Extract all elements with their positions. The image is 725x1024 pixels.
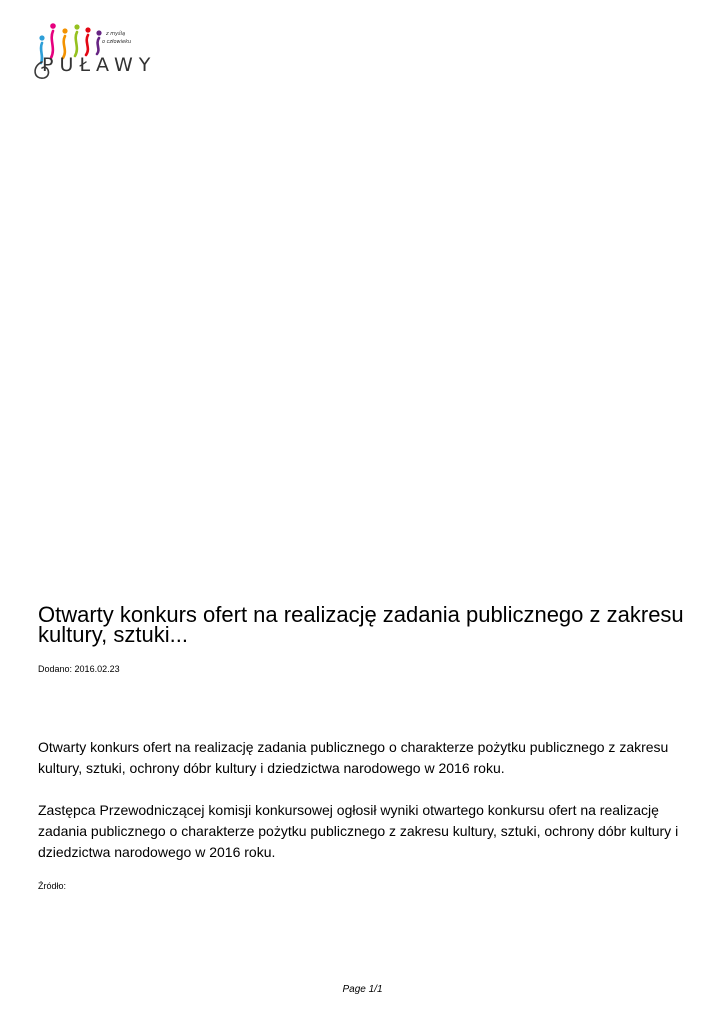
logo-name: PUŁAWY [42,54,157,76]
article-title: Otwarty konkurs ofert na realizację zadania publicznego z zakresu kultury, sztuki... [38,602,684,647]
article-paragraph-2: Zastępca Przewodniczącej komisji konkursowej ogłosił wyniki otwartego konkursu ofert na realizację zadania publicznego o charakterze pożytku publicznego z zakresu kultury, sztuki, ochrony dóbr kultury i dziedzictwa narodowego w 2016 roku. [38,802,679,860]
page-number: Page 1/1 [342,984,383,995]
logo-tagline-1: z myślą [106,31,126,37]
pulawy-logo [30,18,157,86]
date-label: Dodano: [38,664,73,674]
article-source: Źródło: [38,881,67,891]
article-paragraph-1: Otwarty konkurs ofert na realizację zadania publicznego o charakterze pożytku publicznego z zakresu kultury, sztuki, ochrony dóbr kultury i dziedzictwa narodowego w 2016 roku. [38,739,669,776]
article-date [38,663,120,675]
logo-tagline-2: o człowieku [102,39,132,45]
date-value: 2016.02.23 [74,664,120,674]
